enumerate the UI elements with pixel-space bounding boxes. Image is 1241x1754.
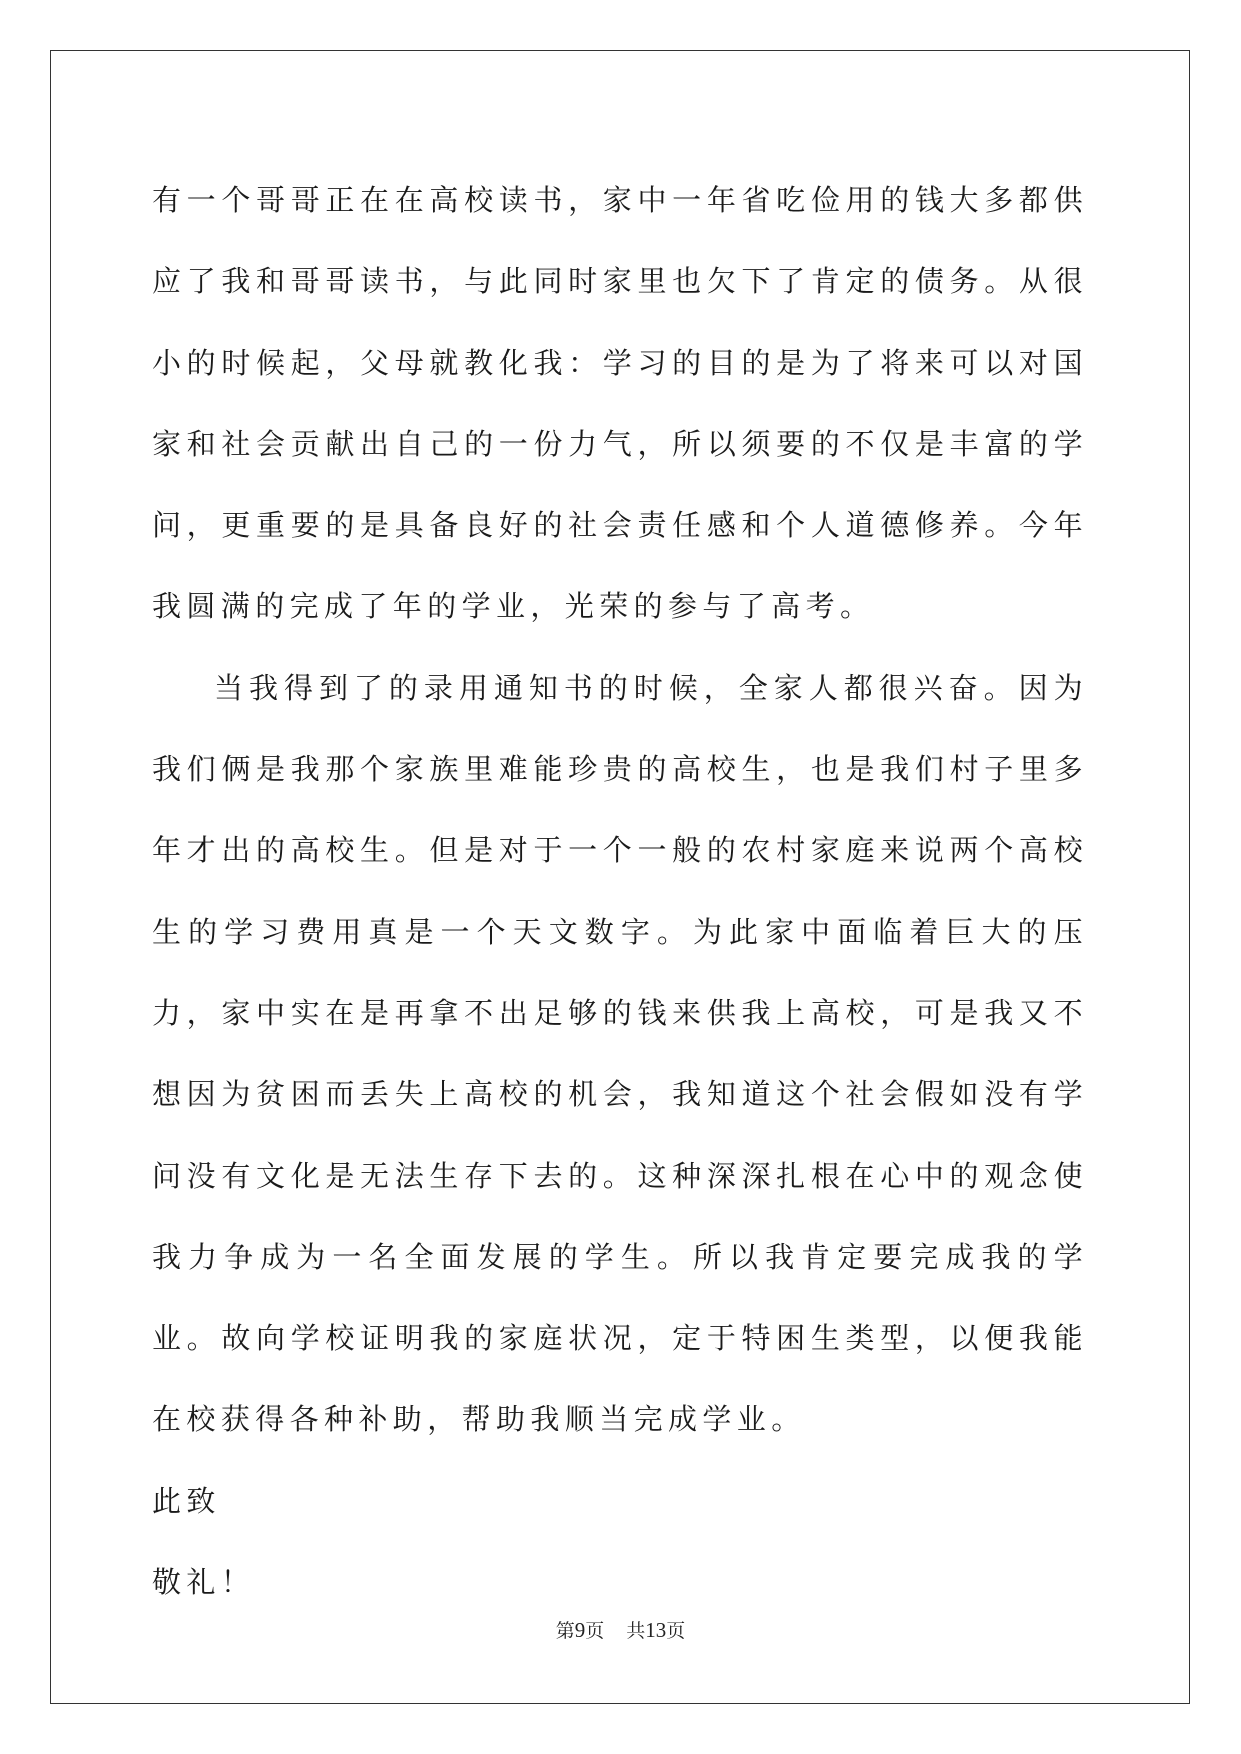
page-number: 9	[574, 1618, 586, 1642]
total-prefix: 共	[626, 1620, 646, 1642]
page-prefix: 第	[555, 1620, 575, 1642]
paragraph-family-background: 有一个哥哥正在在高校读书，家中一年省吃俭用的钱大多都供应了我和哥哥读书，与此同时家里也欠下了肯定的债务。从很小的时候起，父母就教化我：学习的目的是为了将来可以对国家和社会贡献出自己的一份力气，所以须要的不仅是丰富的学问，更重要的是具备良好的社会责任感和个人道德修养。今年我圆满的完成了年的学业，光荣的参与了高考。	[152, 183, 1088, 624]
page-footer	[0, 1616, 1241, 1643]
document-body	[152, 160, 1088, 1623]
paragraph-admission-hardship: 当我得到了的录用通知书的时候，全家人都很兴奋。因为我们俩是我那个家族里难能珍贵的高校生，也是我们村子里多年才出的高校生。但是对于一个一般的农村家庭来说两个高校生的学习费用真是一个天文数字。为此家中面临着巨大的压力，家中实在是再拿不出足够的钱来供我上高校，可是我又不想因为贫困而丢失上高校的机会，我知道这个社会假如没有学问没有文化是无法生存下去的。这种深深扎根在心中的观念使我力争成为一名全面发展的学生。所以我肯定要完成我的学业。故向学校证明我的家庭状况，定于特困生类型，以便我能在校获得各种补助，帮助我顺当完成学业。	[152, 670, 1088, 1437]
closing-salutation: 此致	[152, 1483, 221, 1518]
total-pages: 13	[645, 1618, 667, 1642]
closing-regards: 敬礼！	[152, 1565, 256, 1600]
total-suffix: 页	[666, 1620, 686, 1642]
page-suffix: 页	[585, 1620, 605, 1642]
